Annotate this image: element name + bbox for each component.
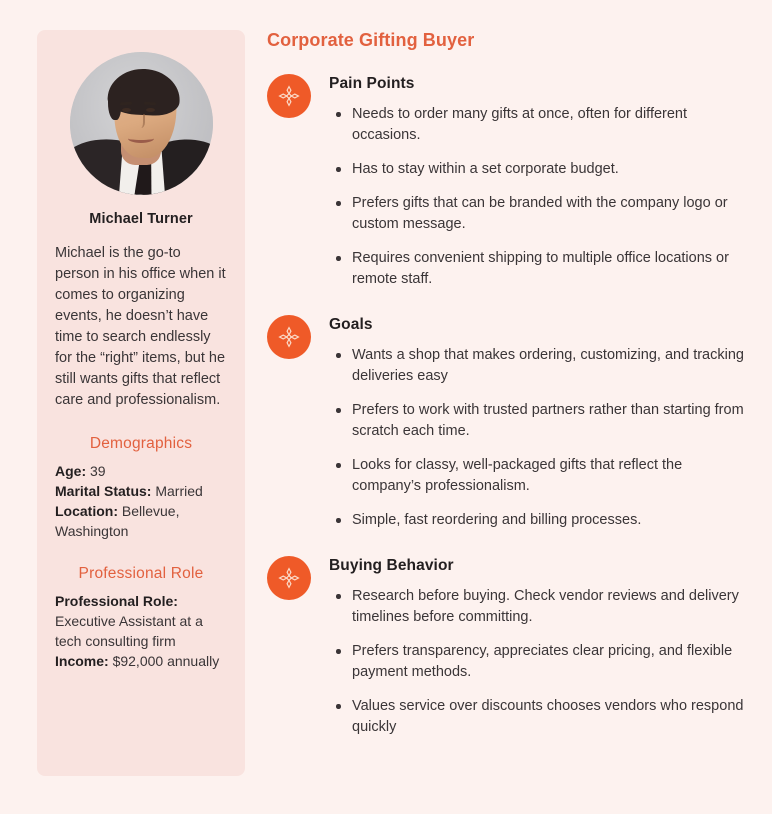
person-portrait-photo-icon	[70, 52, 213, 195]
section-bullet-list	[329, 104, 747, 290]
four-diamond-cluster-icon	[267, 74, 311, 118]
demographics-field	[55, 483, 203, 499]
professional-field	[55, 653, 219, 669]
professional-role-heading: Professional Role	[78, 565, 204, 582]
section-bullet-list	[329, 345, 747, 531]
list-item: Research before buying. Check vendor reviews and delivery timelines before committing.	[329, 586, 747, 628]
four-diamond-cluster-icon	[267, 556, 311, 600]
section-goals	[267, 314, 747, 531]
demographics-field	[55, 463, 106, 479]
field-label: Professional Role:	[55, 593, 178, 609]
field-value: Bellevue, Washington	[55, 503, 180, 539]
demographics-field	[55, 503, 179, 539]
page-title: Corporate Gifting Buyer	[267, 30, 475, 50]
list-item: Values service over discounts chooses vendors who respond quickly	[329, 696, 747, 738]
demographics-list	[55, 461, 227, 541]
section-buying-behavior	[267, 555, 747, 738]
persona-content	[267, 30, 747, 738]
section-body	[311, 73, 747, 290]
section-body	[311, 555, 747, 738]
persona-sidebar	[37, 30, 245, 776]
section-title: Buying Behavior	[329, 557, 454, 574]
section-bullet-list	[329, 586, 747, 738]
section-title: Pain Points	[329, 75, 415, 92]
field-label: Marital Status:	[55, 483, 152, 499]
list-item: Prefers gifts that can be branded with the company logo or custom message.	[329, 193, 747, 235]
list-item: Prefers to work with trusted partners rather than starting from scratch each time.	[329, 400, 747, 442]
list-item: Needs to order many gifts at once, often for different occasions.	[329, 104, 747, 146]
persona-bio: Michael is the go-to person in his office when it comes to organizing events, he doesn’t have time to search endlessly for the “right” items, but he still wants gifts that reflect care and professionalism.	[55, 245, 226, 408]
list-item: Prefers transparency, appreciates clear pricing, and flexible payment methods.	[329, 641, 747, 683]
list-item: Simple, fast reordering and billing processes.	[329, 510, 747, 531]
field-value: Executive Assistant at a tech consulting firm	[55, 613, 203, 649]
persona-name: Michael Turner	[89, 211, 193, 227]
field-label: Age:	[55, 463, 87, 479]
section-title: Goals	[329, 316, 373, 333]
section-body	[311, 314, 747, 531]
field-value: Married	[155, 483, 203, 499]
section-pain-points	[267, 73, 747, 290]
avatar	[70, 52, 213, 195]
field-label: Location:	[55, 503, 118, 519]
list-item: Wants a shop that makes ordering, customizing, and tracking deliveries easy	[329, 345, 747, 387]
professional-field	[55, 593, 203, 649]
professional-role-list	[55, 591, 227, 671]
field-label: Income:	[55, 653, 109, 669]
list-item: Has to stay within a set corporate budget.	[329, 159, 747, 180]
field-value: $92,000 annually	[112, 653, 220, 669]
list-item: Requires convenient shipping to multiple office locations or remote staff.	[329, 248, 747, 290]
four-diamond-cluster-icon	[267, 315, 311, 359]
field-value: 39	[90, 463, 106, 479]
list-item: Looks for classy, well-packaged gifts that reflect the company’s professionalism.	[329, 455, 747, 497]
demographics-heading: Demographics	[89, 435, 193, 452]
